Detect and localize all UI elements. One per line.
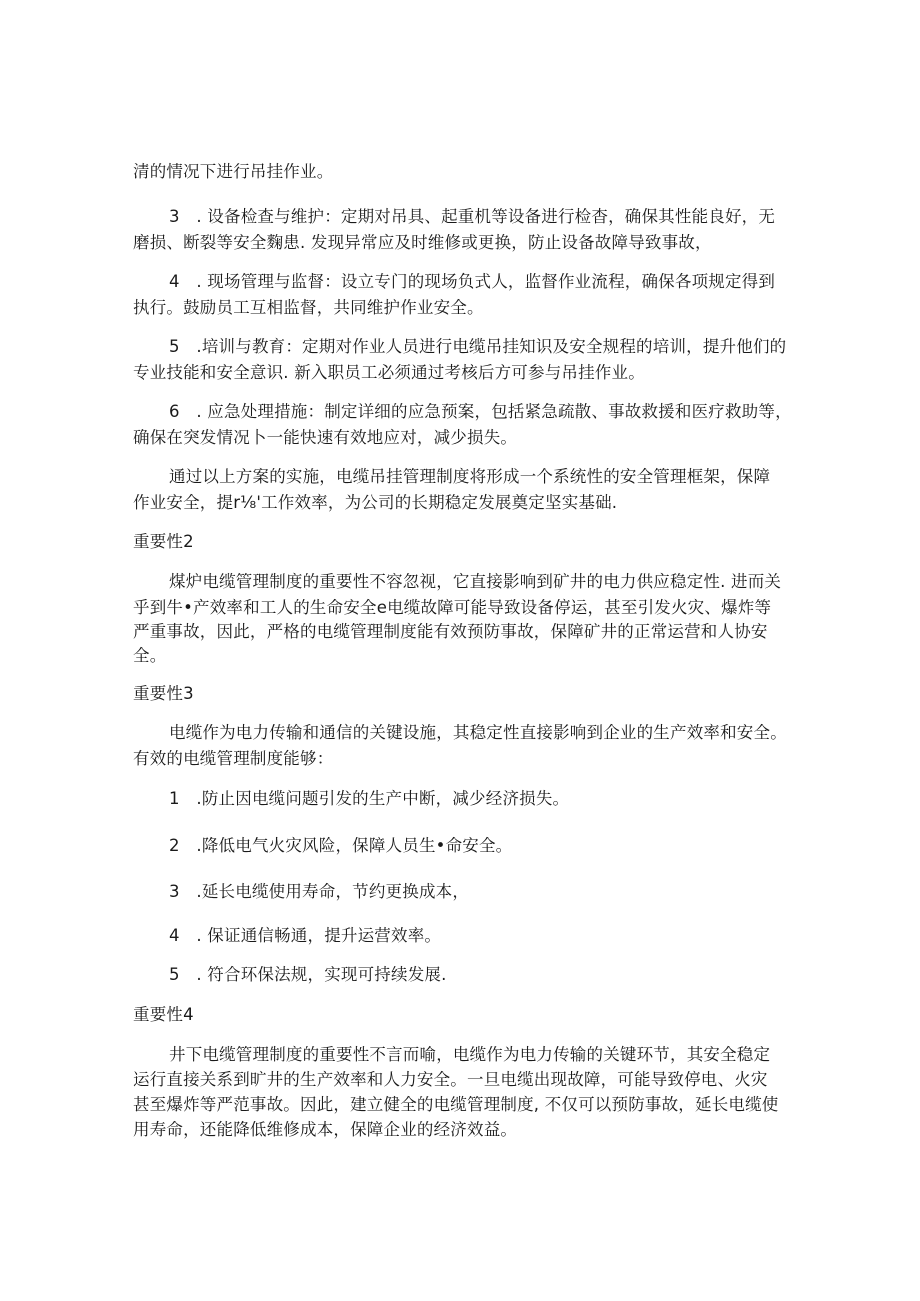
paragraph-importance-2-line-1: 煤炉电缆管理制度的重要性不容忽视，它直接影响到矿井的电力供应稳定性. 进而关 (169, 572, 782, 591)
list-item-4-line-2: 执行。鼓励员工互相监督，共同维护作业安全。 (133, 298, 484, 317)
paragraph-importance-2-line-2: 乎到牛•产效率和工人的生命安全e电缆故障可能导致设备停运，甚至引发火灾、爆炸等 (133, 598, 772, 617)
section-heading-3: 重要性3 (133, 684, 194, 703)
benefit-item-5: 5 . 符合环保法规，实现可持续发展. (169, 965, 447, 984)
section-heading-2: 重要性2 (133, 532, 194, 551)
benefit-item-1: 1 .防止因电缆问题引发的生产中断，减少经济损失。 (169, 789, 570, 808)
paragraph-importance-4-line-3: 甚至爆炸等严范事故。因此，建立健全的电缆管理制度, 不仅可以预防事故，延长电缆使 (133, 1095, 779, 1114)
list-item-3-line-1: 3 . 设备检查与维护：定期对吊具、起重机等设备进行检杳，确保其性能良好，无 (169, 207, 776, 226)
paragraph-importance-4-line-4: 用寿命，还能降低维修成本，保障企业的经济效益。 (133, 1120, 518, 1139)
list-item-6-line-1: 6 . 应急处理措施：制定详细的应急预案，包括紧急疏散、事故救援和医疗救助等， (169, 402, 792, 421)
paragraph-importance-4-line-2: 运行直接关系到旷井的生产效率和人力安全。一旦电缆出现故障，可能导致停电、火灾 (133, 1070, 768, 1089)
list-item-5-line-1: 5 .培训与教育：定期对作业人员进行电缆吊挂知识及安全规程的培训，提升他们的 (169, 337, 787, 356)
benefit-item-4: 4 . 保证通信畅通，提升运营效率。 (169, 926, 442, 945)
paragraph-importance-3-line-2: 有效的电缆管理制度能够： (133, 749, 334, 768)
paragraph-summary-line-2: 作业安全，提r⅛'工作效率，为公司的长期稳定发展奠定坚实基础. (133, 493, 618, 512)
paragraph-importance-2-line-4: 全。 (133, 646, 167, 665)
benefit-item-2: 2 .降低电气火灾风险，保障人员生•命安全。 (169, 836, 513, 855)
paragraph-importance-2-line-3: 严重事故，因此，严格的电缆管理制度能有效预防事故，保障矿井的正常运营和人协安 (133, 622, 768, 641)
list-item-5-line-2: 专业技能和安全意识. 新入职员工必须通过考核后方可参与吊挂作业。 (133, 363, 645, 382)
section-heading-4: 重要性4 (133, 1005, 194, 1024)
list-item-6-line-2: 确保在突发情况卜一能快速有效地应对，减少损失。 (133, 428, 518, 447)
list-item-3-line-2: 磨损、断裂等安全麴患. 发现异常应及时维修或更换，防止设备故障导致事故， (133, 233, 712, 252)
text-line: 清的情况下进行吊挂作业。 (133, 162, 334, 181)
paragraph-summary-line-1: 通过以上方案的实施，电缆吊挂管理制度将形成一个系统性的安全管理框架，保障 (169, 467, 771, 486)
benefit-item-3: 3 .延长电缆使用寿命，节约更换成本， (169, 882, 470, 901)
list-item-4-line-1: 4 . 现场管理与监督：设立专门的现场负式人，监督作业流程，确保各项规定得到 (169, 272, 776, 291)
paragraph-importance-3-line-1: 电缆作为电力传输和通信的关键设施，其稳定性直接影响到企业的生产效率和安全。 (169, 723, 787, 742)
paragraph-importance-4-line-1: 井下电缆管理制度的重要性不言而喻，电缆作为电力传输的关键环节，其安全稳定 (169, 1045, 771, 1064)
